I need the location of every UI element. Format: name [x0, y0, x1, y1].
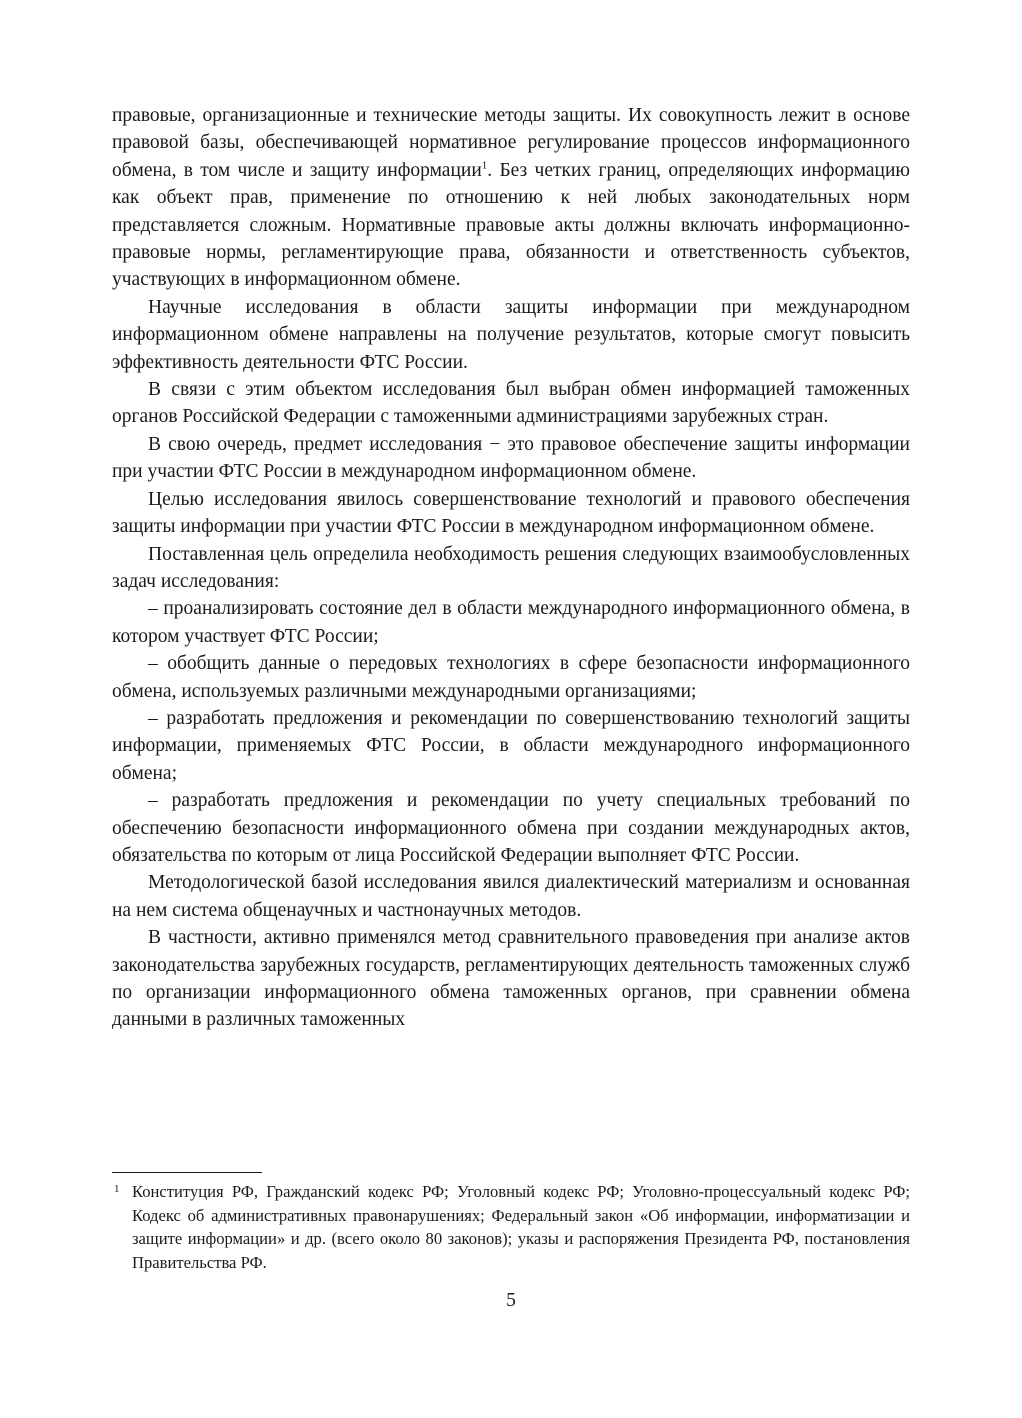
paragraph: В свою очередь, предмет исследования − это правовое обеспечение защиты информации при участии ФТС России в международном информационном обмене. — [112, 433, 910, 483]
footnote-text: Конституция РФ, Гражданский кодекс РФ; Уголовный кодекс РФ; Уголовно-процессуальный кодекс РФ; Кодекс об административных правонарушениях; Федеральный закон «Об информации, информатизации и защите информации» и др. (всего около 80 законов); указы и распоряжения Президента РФ, постановления Правительства РФ. — [132, 1182, 910, 1272]
footnote-divider — [112, 1172, 262, 1173]
list-item: – разработать предложения и рекомендации по учету специальных требований по обеспечению безопасности информационного обмена при создании международных актов, обязательства по которым от лица Российской Федерации выполняет ФТС России. — [112, 790, 910, 866]
paragraph: Поставленная цель определила необходимость решения следующих взаимообусловленных задач исследования: — [112, 543, 910, 592]
paragraph — [112, 102, 910, 294]
list-item: – разработать предложения и рекомендации по совершенствованию технологий защиты информации, применяемых ФТС России, в области международного информационного обмена; — [112, 707, 910, 784]
page-number: 5 — [506, 1290, 516, 1311]
paragraph: Методологической базой исследования явился диалектический материализм и основанная на нем система общенаучных и частнонаучных методов. — [112, 872, 910, 921]
paragraph: В частности, активно применялся метод сравнительного правоведения при анализе актов законодательства зарубежных государств, регламентирующих деятельность таможенных служб по организации информационного обмена таможенных органов, при сравнении обмена данными в различных таможенных — [112, 927, 910, 1031]
list-item: – проанализировать состояние дел в области международного информационного обмена, в котором участвует ФТС России; — [112, 598, 910, 647]
list-item: – обобщить данные о передовых технологиях в сфере безопасности информационного обмена, используемых различными международными организациями; — [112, 653, 910, 702]
paragraph: Целью исследования явилось совершенствование технологий и правового обеспечения защиты информации при участии ФТС России в международном информационном обмене. — [112, 488, 910, 538]
paragraph: В связи с этим объектом исследования был выбран обмен информацией таможенных органов Российской Федерации с таможенными администрациями зарубежных стран. — [112, 379, 910, 428]
footnote-marker: 1 — [114, 1183, 120, 1195]
paragraph-text: . Без четких границ, определяющих информацию как объект прав, применение по отношению к ней любых законодательных норм представляется сложным. Нормативные правовые акты должны включать информационно-правовые нормы, регламентирующие права, обязанности и ответственность субъектов, участвующих в информационном обмене. — [112, 159, 910, 291]
paragraph-text: правовые, организационные и технические методы защиты. Их совокупность лежит в основе правовой базы, обеспечивающей нормативное регулирование процессов информационного обмена, в том числе и защиту информации — [112, 105, 910, 181]
body-text — [112, 102, 910, 1034]
footnote — [112, 1180, 910, 1274]
footnote-reference[interactable]: 1 — [481, 159, 488, 172]
paragraph: Научные исследования в области защиты информации при международном информационном обмене направлены на получение результатов, которые смогут повысить эффективность деятельности ФТС России. — [112, 296, 910, 373]
